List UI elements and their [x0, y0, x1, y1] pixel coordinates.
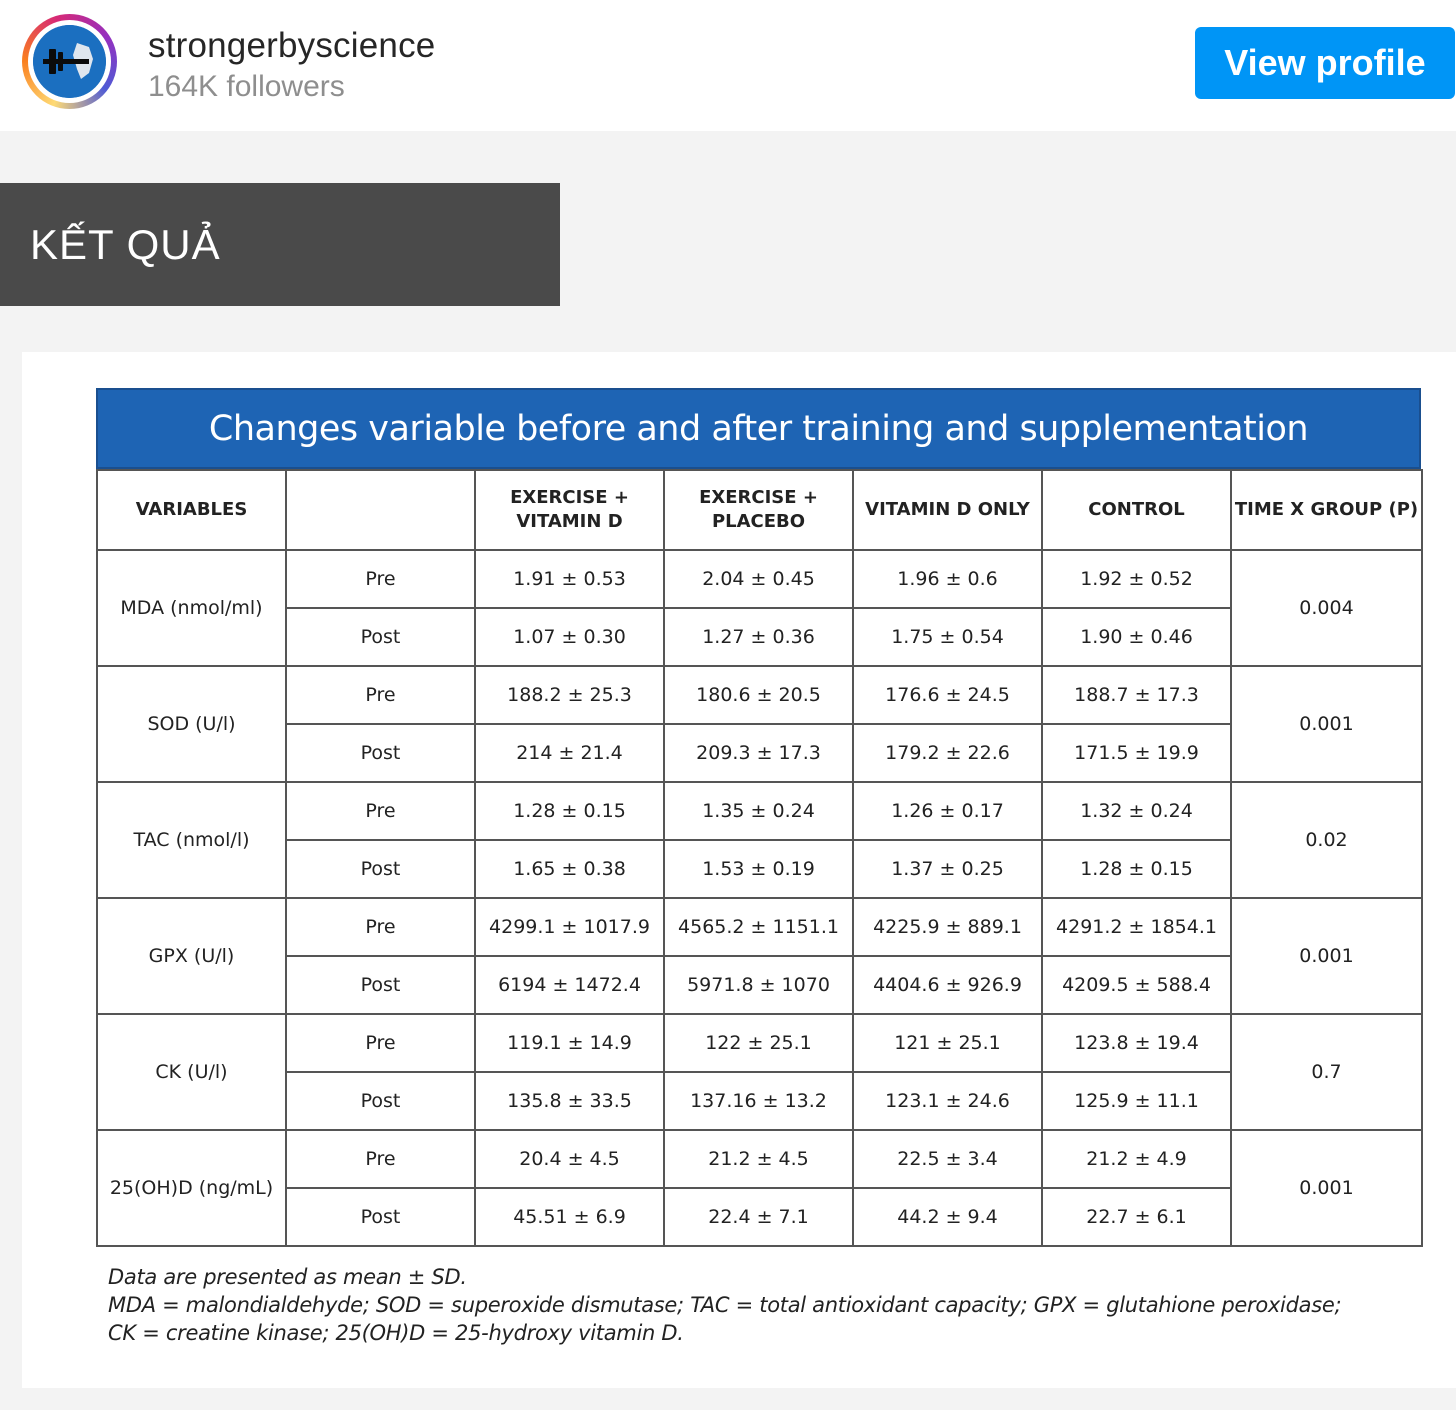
value-cell: 2.04 ± 0.45 [664, 550, 853, 608]
table-row [97, 782, 1422, 840]
timepoint-cell: Post [286, 1188, 475, 1246]
table-row [97, 1188, 1422, 1246]
avatar[interactable] [22, 14, 117, 109]
variable-cell: TAC (nmol/l) [97, 782, 286, 898]
value-cell: 188.2 ± 25.3 [475, 666, 664, 724]
value-cell: 1.65 ± 0.38 [475, 840, 664, 898]
value-cell: 121 ± 25.1 [853, 1014, 1042, 1072]
value-cell: 1.37 ± 0.25 [853, 840, 1042, 898]
value-cell: 1.75 ± 0.54 [853, 608, 1042, 666]
timepoint-cell: Pre [286, 1130, 475, 1188]
profile-header [0, 0, 1456, 131]
value-cell: 1.90 ± 0.46 [1042, 608, 1231, 666]
value-cell: 22.5 ± 3.4 [853, 1130, 1042, 1188]
value-cell: 135.8 ± 33.5 [475, 1072, 664, 1130]
variable-cell: CK (U/l) [97, 1014, 286, 1130]
timepoint-cell: Post [286, 1072, 475, 1130]
section-banner [0, 183, 560, 306]
header-vitamin-d-only: VITAMIN D ONLY [853, 470, 1042, 550]
table-footnote [108, 1263, 1341, 1347]
timepoint-cell: Pre [286, 550, 475, 608]
table-row [97, 550, 1422, 608]
table-row [97, 898, 1422, 956]
footnote-line: CK = creatine kinase; 25(OH)D = 25-hydroxy vitamin D. [108, 1321, 684, 1345]
username[interactable]: strongerbyscience [148, 26, 436, 65]
header-control: CONTROL [1042, 470, 1231, 550]
value-cell: 123.1 ± 24.6 [853, 1072, 1042, 1130]
banner-title: KẾT QUẢ [30, 220, 221, 268]
variable-cell: SOD (U/l) [97, 666, 286, 782]
value-cell: 1.07 ± 0.30 [475, 608, 664, 666]
value-cell: 21.2 ± 4.5 [664, 1130, 853, 1188]
value-cell: 188.7 ± 17.3 [1042, 666, 1231, 724]
value-cell: 1.26 ± 0.17 [853, 782, 1042, 840]
results-table [96, 469, 1423, 1247]
value-cell: 4404.6 ± 926.9 [853, 956, 1042, 1014]
table-row [97, 666, 1422, 724]
variable-cell: MDA (nmol/ml) [97, 550, 286, 666]
header-exercise-vitamin-d: EXERCISE + VITAMIN D [475, 470, 664, 550]
timepoint-cell: Pre [286, 666, 475, 724]
table-row [97, 956, 1422, 1014]
value-cell: 171.5 ± 19.9 [1042, 724, 1231, 782]
table-row [97, 1072, 1422, 1130]
table-row [97, 724, 1422, 782]
value-cell: 4209.5 ± 588.4 [1042, 956, 1231, 1014]
value-cell: 4291.2 ± 1854.1 [1042, 898, 1231, 956]
follower-count: 164K followers [148, 70, 345, 103]
p-value-cell: 0.7 [1231, 1014, 1422, 1130]
footnote-line: Data are presented as mean ± SD. [108, 1265, 467, 1289]
value-cell: 4299.1 ± 1017.9 [475, 898, 664, 956]
timepoint-cell: Pre [286, 1014, 475, 1072]
header-exercise-placebo: EXERCISE + PLACEBO [664, 470, 853, 550]
value-cell: 209.3 ± 17.3 [664, 724, 853, 782]
value-cell: 125.9 ± 11.1 [1042, 1072, 1231, 1130]
value-cell: 1.92 ± 0.52 [1042, 550, 1231, 608]
value-cell: 1.35 ± 0.24 [664, 782, 853, 840]
header-timepoint [286, 470, 475, 550]
header-variables: VARIABLES [97, 470, 286, 550]
value-cell: 6194 ± 1472.4 [475, 956, 664, 1014]
value-cell: 20.4 ± 4.5 [475, 1130, 664, 1188]
view-profile-button[interactable]: View profile [1195, 27, 1455, 99]
value-cell: 176.6 ± 24.5 [853, 666, 1042, 724]
variable-cell: 25(OH)D (ng/mL) [97, 1130, 286, 1246]
table-row [97, 1014, 1422, 1072]
timepoint-cell: Pre [286, 782, 475, 840]
value-cell: 122 ± 25.1 [664, 1014, 853, 1072]
timepoint-cell: Post [286, 956, 475, 1014]
timepoint-cell: Pre [286, 898, 475, 956]
p-value-cell: 0.001 [1231, 666, 1422, 782]
value-cell: 22.4 ± 7.1 [664, 1188, 853, 1246]
value-cell: 1.27 ± 0.36 [664, 608, 853, 666]
value-cell: 4225.9 ± 889.1 [853, 898, 1042, 956]
table-row [97, 608, 1422, 666]
value-cell: 1.91 ± 0.53 [475, 550, 664, 608]
value-cell: 179.2 ± 22.6 [853, 724, 1042, 782]
table-row [97, 1130, 1422, 1188]
p-value-cell: 0.02 [1231, 782, 1422, 898]
value-cell: 119.1 ± 14.9 [475, 1014, 664, 1072]
value-cell: 214 ± 21.4 [475, 724, 664, 782]
value-cell: 180.6 ± 20.5 [664, 666, 853, 724]
p-value-cell: 0.004 [1231, 550, 1422, 666]
value-cell: 22.7 ± 6.1 [1042, 1188, 1231, 1246]
header-time-x-group: TIME X GROUP (P) [1231, 470, 1422, 550]
value-cell: 1.96 ± 0.6 [853, 550, 1042, 608]
p-value-cell: 0.001 [1231, 898, 1422, 1014]
table-title: Changes variable before and after training and supplementation [96, 388, 1421, 469]
value-cell: 1.28 ± 0.15 [475, 782, 664, 840]
value-cell: 45.51 ± 6.9 [475, 1188, 664, 1246]
value-cell: 123.8 ± 19.4 [1042, 1014, 1231, 1072]
value-cell: 1.32 ± 0.24 [1042, 782, 1231, 840]
barbell-logo-icon [33, 25, 106, 98]
value-cell: 5971.8 ± 1070 [664, 956, 853, 1014]
value-cell: 137.16 ± 13.2 [664, 1072, 853, 1130]
timepoint-cell: Post [286, 724, 475, 782]
footnote-line: MDA = malondialdehyde; SOD = superoxide dismutase; TAC = total antioxidant capacity; GPX = glutahione peroxidase; [108, 1293, 1342, 1317]
value-cell: 1.53 ± 0.19 [664, 840, 853, 898]
value-cell: 44.2 ± 9.4 [853, 1188, 1042, 1246]
timepoint-cell: Post [286, 608, 475, 666]
value-cell: 4565.2 ± 1151.1 [664, 898, 853, 956]
table-header-row [97, 470, 1422, 550]
table-row [97, 840, 1422, 898]
timepoint-cell: Post [286, 840, 475, 898]
value-cell: 1.28 ± 0.15 [1042, 840, 1231, 898]
variable-cell: GPX (U/l) [97, 898, 286, 1014]
p-value-cell: 0.001 [1231, 1130, 1422, 1246]
value-cell: 21.2 ± 4.9 [1042, 1130, 1231, 1188]
